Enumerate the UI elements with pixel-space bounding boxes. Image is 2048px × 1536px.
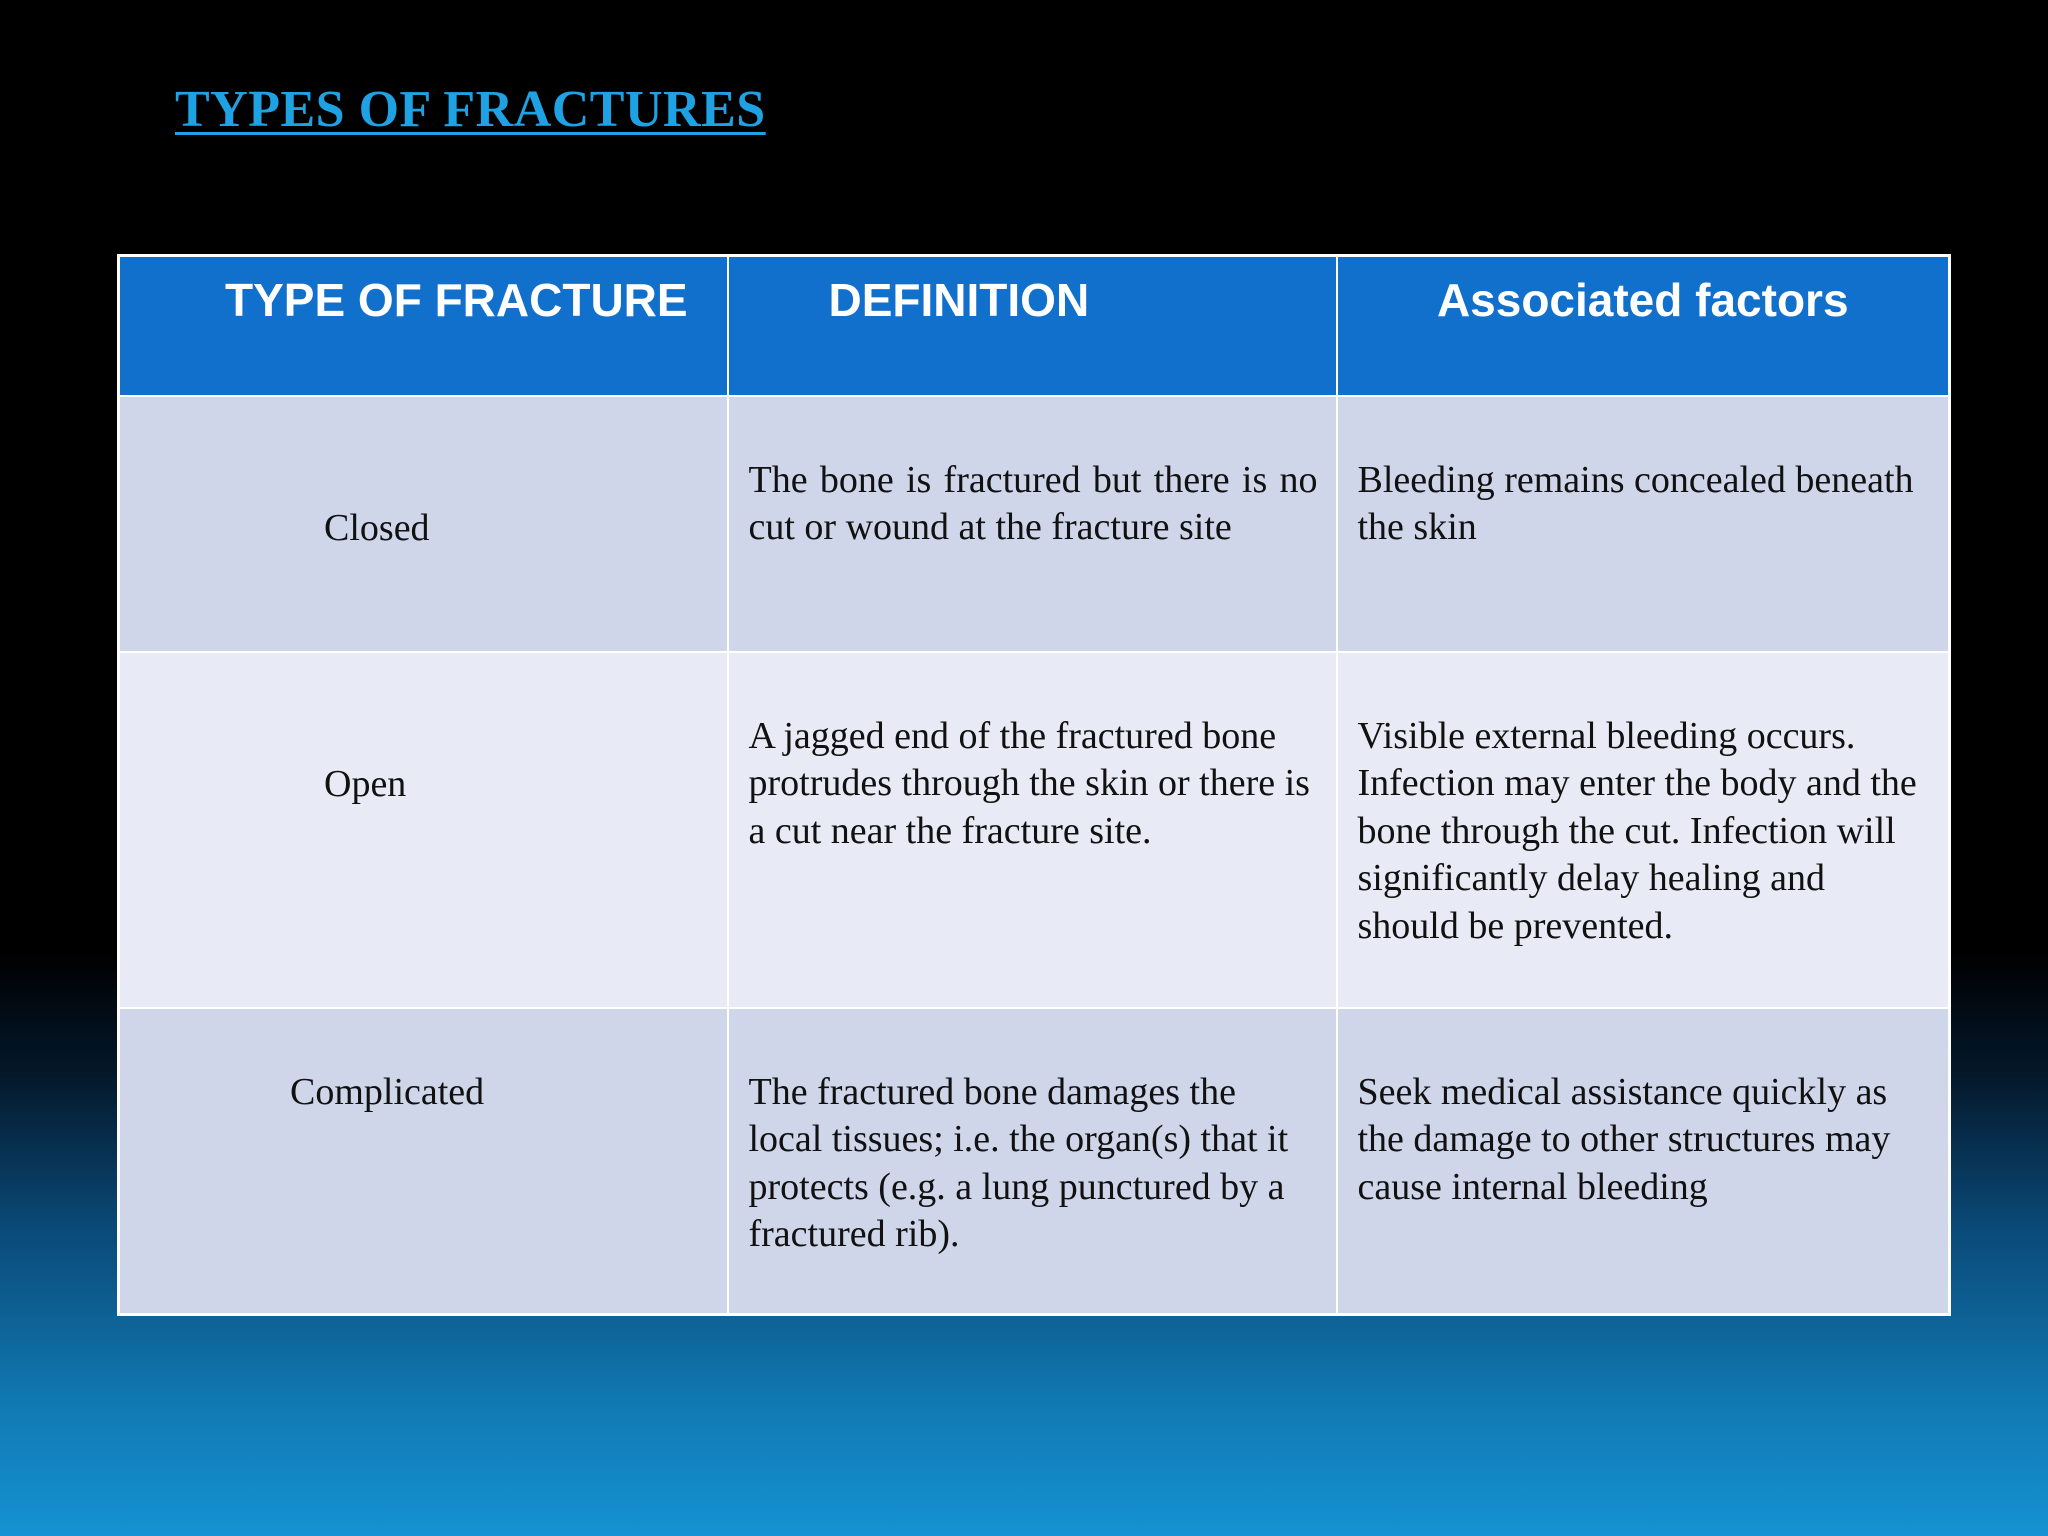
table-row — [119, 652, 1950, 1008]
header-type-of-fracture: TYPE OF FRACTURE — [119, 256, 728, 396]
cell-associated-factors: Visible external bleeding occurs. Infection may enter the body and the bone through the cut. Infection will significantly delay healing and should be prevented. — [1337, 652, 1950, 1008]
cell-fracture-type: Closed — [119, 396, 728, 652]
table-header-row — [119, 256, 1950, 396]
cell-associated-factors: Bleeding remains concealed beneath the skin — [1337, 396, 1950, 652]
header-associated-factors: Associated factors — [1337, 256, 1950, 396]
cell-definition: The bone is fractured but there is no cut or wound at the fracture site — [728, 396, 1337, 652]
slide-title: TYPES OF FRACTURES — [175, 81, 766, 138]
fracture-types-table — [117, 254, 1951, 1316]
table-row — [119, 1008, 1950, 1315]
cell-fracture-type: Complicated — [119, 1008, 728, 1315]
cell-definition: A jagged end of the fractured bone protrudes through the skin or there is a cut near the fracture site. — [728, 652, 1337, 1008]
table-row — [119, 396, 1950, 652]
header-definition: DEFINITION — [728, 256, 1337, 396]
cell-fracture-type: Open — [119, 652, 728, 1008]
cell-associated-factors: Seek medical assistance quickly as the damage to other structures may cause internal bleeding — [1337, 1008, 1950, 1315]
cell-definition: The fractured bone damages the local tissues; i.e. the organ(s) that it protects (e.g. a lung punctured by a fractured rib). — [728, 1008, 1337, 1315]
